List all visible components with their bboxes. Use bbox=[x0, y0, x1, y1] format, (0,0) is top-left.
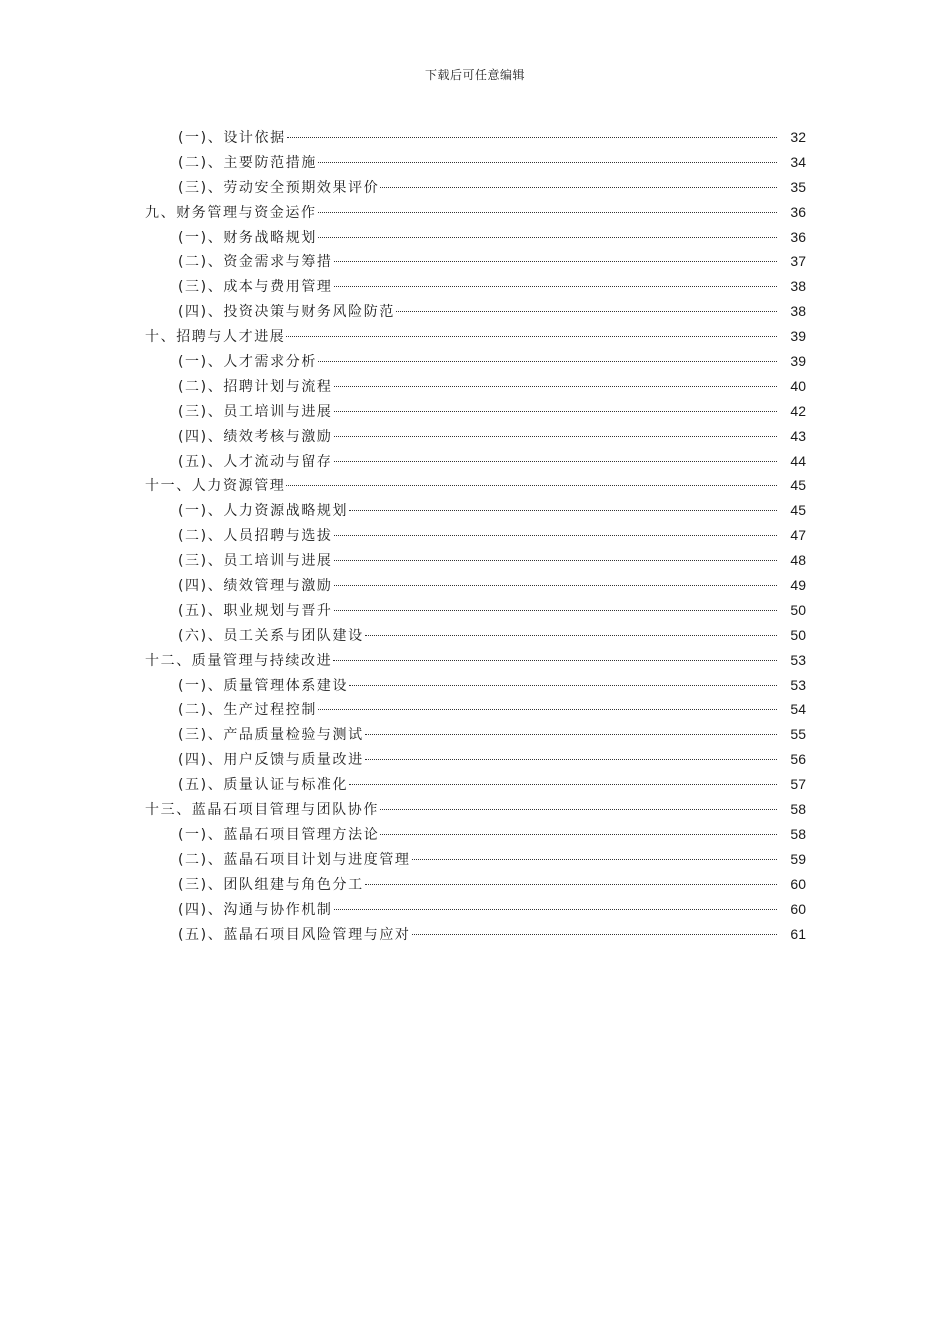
toc-entry-title: 十二、质量管理与持续改进 bbox=[145, 652, 333, 669]
table-of-contents bbox=[0, 125, 950, 946]
toc-section-entry[interactable] bbox=[0, 374, 950, 399]
toc-entry-page-number: 45 bbox=[790, 502, 806, 519]
toc-section-entry[interactable] bbox=[0, 274, 950, 299]
toc-entry-page-number: 40 bbox=[790, 377, 806, 394]
toc-section-entry[interactable] bbox=[0, 175, 950, 200]
toc-dot-leader bbox=[286, 485, 777, 486]
toc-section-entry[interactable] bbox=[0, 822, 950, 847]
toc-chapter-entry[interactable] bbox=[0, 324, 950, 349]
toc-entry-page-number: 59 bbox=[790, 850, 806, 867]
toc-entry-title: (一)、财务战略规划 bbox=[178, 229, 317, 246]
toc-entry-page-number: 48 bbox=[790, 552, 806, 569]
toc-entry-page-number: 49 bbox=[790, 577, 806, 594]
toc-entry-title: (五)、蓝晶石项目风险管理与应对 bbox=[178, 926, 411, 943]
toc-entry-title: (二)、招聘计划与流程 bbox=[178, 378, 333, 395]
toc-dot-leader bbox=[365, 759, 777, 760]
toc-chapter-entry[interactable] bbox=[0, 473, 950, 498]
toc-entry-page-number: 38 bbox=[790, 278, 806, 295]
toc-dot-leader bbox=[365, 734, 777, 735]
toc-entry-title: (四)、沟通与协作机制 bbox=[178, 901, 333, 918]
toc-entry-page-number: 36 bbox=[790, 203, 806, 220]
toc-entry-title: (二)、蓝晶石项目计划与进度管理 bbox=[178, 851, 411, 868]
toc-entry-page-number: 57 bbox=[790, 776, 806, 793]
toc-section-entry[interactable] bbox=[0, 772, 950, 797]
toc-entry-title: (二)、人员招聘与选拔 bbox=[178, 528, 333, 545]
toc-entry-title: (六)、员工关系与团队建设 bbox=[178, 627, 364, 644]
toc-section-entry[interactable] bbox=[0, 399, 950, 424]
toc-entry-page-number: 54 bbox=[790, 701, 806, 718]
toc-chapter-entry[interactable] bbox=[0, 797, 950, 822]
toc-entry-page-number: 47 bbox=[790, 527, 806, 544]
toc-entry-title: (一)、人力资源战略规划 bbox=[178, 503, 349, 520]
toc-section-entry[interactable] bbox=[0, 573, 950, 598]
toc-dot-leader bbox=[380, 809, 777, 810]
toc-dot-leader bbox=[318, 709, 777, 710]
toc-section-entry[interactable] bbox=[0, 424, 950, 449]
toc-entry-page-number: 39 bbox=[790, 353, 806, 370]
toc-section-entry[interactable] bbox=[0, 150, 950, 175]
toc-entry-page-number: 39 bbox=[790, 328, 806, 345]
toc-entry-title: (五)、人才流动与留存 bbox=[178, 453, 333, 470]
toc-dot-leader bbox=[396, 311, 777, 312]
toc-entry-page-number: 35 bbox=[790, 178, 806, 195]
toc-dot-leader bbox=[349, 510, 777, 511]
toc-section-entry[interactable] bbox=[0, 897, 950, 922]
toc-entry-title: (一)、蓝晶石项目管理方法论 bbox=[178, 826, 380, 843]
toc-entry-title: 十三、蓝晶石项目管理与团队协作 bbox=[145, 802, 379, 819]
toc-entry-title: (一)、设计依据 bbox=[178, 130, 286, 146]
toc-entry-title: (三)、成本与费用管理 bbox=[178, 279, 333, 296]
toc-entry-title: 九、财务管理与资金运作 bbox=[145, 204, 317, 221]
toc-dot-leader bbox=[412, 934, 777, 935]
toc-entry-title: (二)、资金需求与筹措 bbox=[178, 254, 333, 271]
toc-entry-page-number: 58 bbox=[790, 825, 806, 842]
toc-dot-leader bbox=[334, 461, 777, 462]
toc-dot-leader bbox=[287, 137, 777, 138]
toc-section-entry[interactable] bbox=[0, 922, 950, 947]
toc-entry-title: (三)、团队组建与角色分工 bbox=[178, 876, 364, 893]
toc-entry-page-number: 32 bbox=[790, 129, 806, 145]
toc-dot-leader bbox=[365, 635, 777, 636]
toc-section-entry[interactable] bbox=[0, 598, 950, 623]
toc-entry-title: (五)、职业规划与晋升 bbox=[178, 602, 333, 619]
toc-entry-page-number: 45 bbox=[790, 477, 806, 494]
toc-dot-leader bbox=[349, 784, 777, 785]
toc-dot-leader bbox=[318, 237, 777, 238]
toc-dot-leader bbox=[318, 361, 777, 362]
toc-entry-page-number: 60 bbox=[790, 900, 806, 917]
toc-entry-page-number: 53 bbox=[790, 651, 806, 668]
toc-section-entry[interactable] bbox=[0, 722, 950, 747]
toc-dot-leader bbox=[318, 162, 777, 163]
toc-entry-title: (五)、质量认证与标准化 bbox=[178, 777, 349, 794]
toc-dot-leader bbox=[349, 685, 777, 686]
toc-entry-page-number: 55 bbox=[790, 726, 806, 743]
toc-dot-leader bbox=[334, 436, 777, 437]
toc-entry-page-number: 38 bbox=[790, 303, 806, 320]
toc-dot-leader bbox=[318, 212, 777, 213]
toc-dot-leader bbox=[334, 560, 777, 561]
toc-entry-title: (三)、劳动安全预期效果评价 bbox=[178, 179, 380, 196]
toc-entry-page-number: 61 bbox=[790, 925, 806, 942]
toc-entry-title: (四)、用户反馈与质量改进 bbox=[178, 752, 364, 769]
toc-entry-page-number: 37 bbox=[790, 253, 806, 270]
toc-entry-title: (四)、绩效考核与激励 bbox=[178, 428, 333, 445]
toc-dot-leader bbox=[334, 585, 777, 586]
toc-section-entry[interactable] bbox=[0, 349, 950, 374]
page-header: 下载后可任意编辑 bbox=[424, 68, 525, 82]
toc-section-entry[interactable] bbox=[0, 623, 950, 648]
toc-entry-title: (一)、人才需求分析 bbox=[178, 354, 317, 371]
toc-dot-leader bbox=[380, 834, 777, 835]
toc-entry-title: (三)、员工培训与进展 bbox=[178, 553, 333, 570]
toc-entry-page-number: 44 bbox=[790, 452, 806, 469]
toc-section-entry[interactable] bbox=[0, 673, 950, 698]
toc-dot-leader bbox=[286, 336, 777, 337]
toc-entry-title: (一)、质量管理体系建设 bbox=[178, 677, 349, 694]
toc-section-entry[interactable] bbox=[0, 225, 950, 250]
toc-entry-page-number: 43 bbox=[790, 427, 806, 444]
toc-entry-page-number: 36 bbox=[790, 228, 806, 245]
toc-dot-leader bbox=[380, 187, 777, 188]
toc-section-entry[interactable] bbox=[0, 523, 950, 548]
toc-entry-title: (三)、员工培训与进展 bbox=[178, 403, 333, 420]
toc-dot-leader bbox=[334, 610, 777, 611]
toc-section-entry[interactable] bbox=[0, 697, 950, 722]
toc-section-entry[interactable] bbox=[0, 872, 950, 897]
toc-dot-leader bbox=[334, 261, 777, 262]
toc-dot-leader bbox=[365, 884, 777, 885]
toc-section-entry[interactable] bbox=[0, 498, 950, 523]
toc-section-entry[interactable] bbox=[0, 299, 950, 324]
toc-dot-leader bbox=[334, 411, 777, 412]
toc-section-entry[interactable] bbox=[0, 449, 950, 474]
toc-dot-leader bbox=[334, 386, 777, 387]
toc-entry-title: (三)、产品质量检验与测试 bbox=[178, 727, 364, 744]
toc-dot-leader bbox=[334, 535, 777, 536]
toc-entry-page-number: 58 bbox=[790, 801, 806, 818]
toc-section-entry[interactable] bbox=[0, 125, 950, 150]
toc-section-entry[interactable] bbox=[0, 847, 950, 872]
toc-entry-title: 十、招聘与人才进展 bbox=[145, 329, 286, 346]
toc-chapter-entry[interactable] bbox=[0, 200, 950, 225]
toc-dot-leader bbox=[334, 286, 777, 287]
toc-chapter-entry[interactable] bbox=[0, 648, 950, 673]
toc-entry-page-number: 56 bbox=[790, 751, 806, 768]
toc-entry-page-number: 34 bbox=[790, 153, 806, 170]
toc-dot-leader bbox=[333, 660, 777, 661]
toc-section-entry[interactable] bbox=[0, 548, 950, 573]
toc-entry-page-number: 53 bbox=[790, 676, 806, 693]
toc-entry-page-number: 60 bbox=[790, 875, 806, 892]
toc-entry-title: (二)、主要防范措施 bbox=[178, 154, 317, 171]
toc-entry-title: (二)、生产过程控制 bbox=[178, 702, 317, 719]
toc-entry-page-number: 50 bbox=[790, 626, 806, 643]
toc-dot-leader bbox=[334, 909, 777, 910]
toc-entry-title: (四)、投资决策与财务风险防范 bbox=[178, 304, 395, 321]
toc-entry-page-number: 42 bbox=[790, 402, 806, 419]
toc-section-entry[interactable] bbox=[0, 747, 950, 772]
toc-entry-title: (四)、绩效管理与激励 bbox=[178, 578, 333, 595]
toc-entry-page-number: 50 bbox=[790, 601, 806, 618]
toc-section-entry[interactable] bbox=[0, 249, 950, 274]
toc-entry-title: 十一、人力资源管理 bbox=[145, 478, 286, 495]
toc-dot-leader bbox=[412, 859, 777, 860]
